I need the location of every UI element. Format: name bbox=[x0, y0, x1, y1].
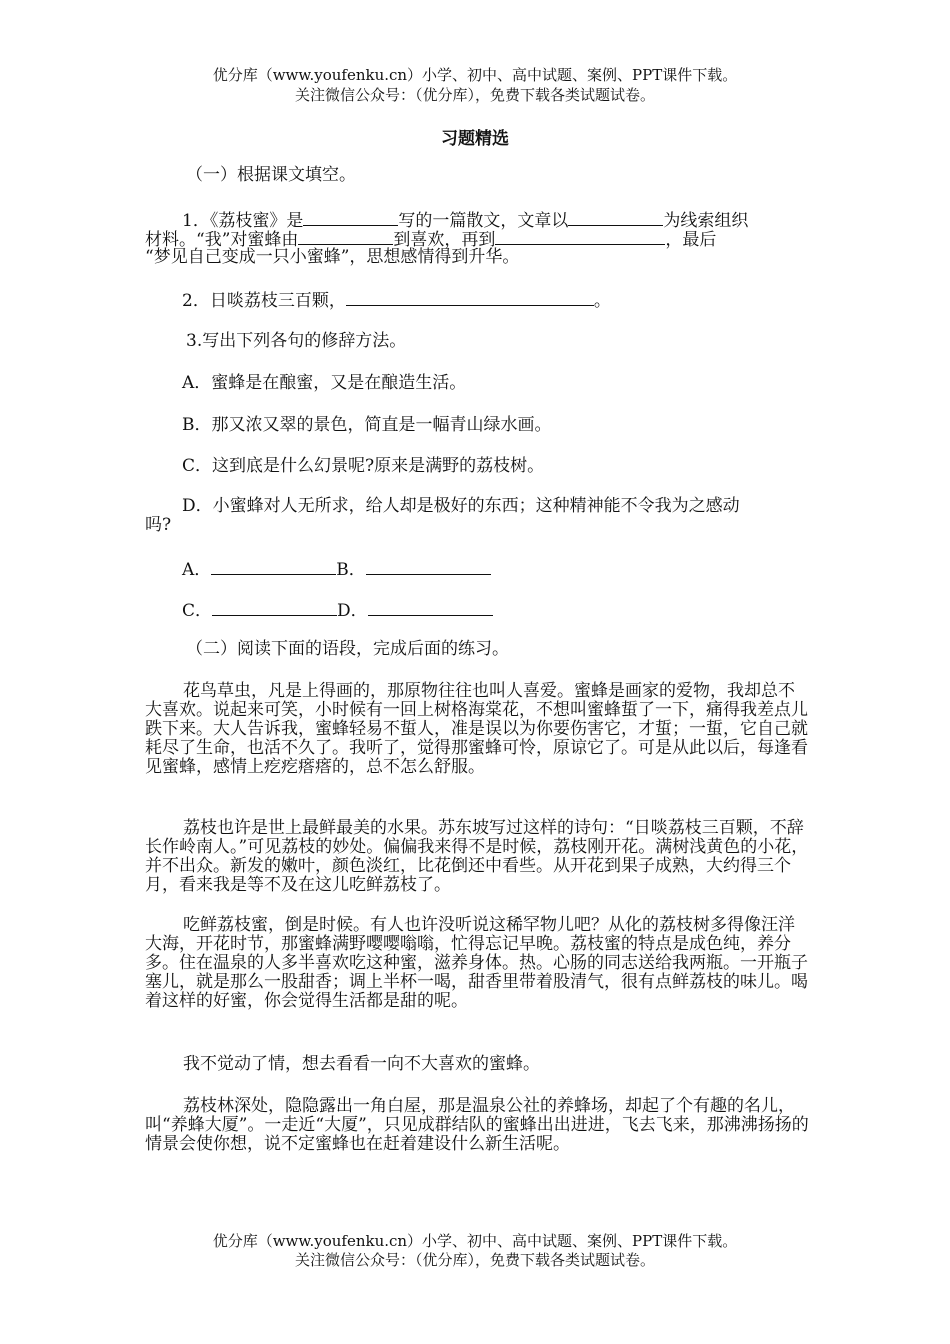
q2-blank[interactable] bbox=[346, 290, 594, 306]
answer-c-label: C． bbox=[182, 601, 213, 621]
q1-text-5: 到喜欢，再到 bbox=[393, 230, 496, 250]
q1-line-3: “梦见自己变成一只小蜜蜂”，思想感情得到升华。 bbox=[145, 247, 520, 267]
q3-item-d-line-2: 吗? bbox=[145, 515, 172, 535]
q3-prompt: 3.写出下列各句的修辞方法。 bbox=[186, 331, 407, 351]
page-title: 习题精选 bbox=[441, 129, 509, 149]
q2-line bbox=[182, 290, 847, 311]
q2-text-2: 。 bbox=[593, 291, 611, 311]
q1-text-4: 材料。“我”对蜜蜂由 bbox=[145, 230, 299, 250]
footer-line-2: 关注微信公众号：（优分库），免费下载各类试题试卷。 bbox=[294, 1251, 655, 1269]
header-line-2: 关注微信公众号：（优分库），免费下载各类试题试卷。 bbox=[294, 86, 655, 104]
passage-paragraph-4: 我不觉动了情，想去看看一向不大喜欢的蜜蜂。 bbox=[183, 1054, 540, 1074]
passage-paragraph-5: 荔枝林深处，隐隐露出一角白屋，那是温泉公社的养蜂场，却起了个有趣的名儿，叫“养蜂大厦”。一走近“大厦”，只见成群结队的蜜蜂出出进进，飞去飞来，那沸沸扬扬的情景会使你想，说不定蜜蜂也在赶着建设什么新生活呢。 bbox=[145, 1096, 809, 1154]
answer-d-blank[interactable] bbox=[368, 600, 493, 616]
answer-b-blank[interactable] bbox=[366, 559, 491, 575]
q3-item-a: A．蜜蜂是在酿蜜，又是在酿造生活。 bbox=[182, 373, 467, 393]
q3-item-b: B．那又浓又翠的景色，简直是一幅青山绿水画。 bbox=[182, 415, 552, 435]
q1-text-2: 写的一篇散文，文章以 bbox=[398, 211, 569, 231]
answer-a-label: A． bbox=[182, 560, 212, 580]
q1-blank-change[interactable] bbox=[495, 229, 665, 245]
q1-blank-feeling[interactable] bbox=[298, 229, 393, 245]
q1-text-3: 为线索组织 bbox=[663, 211, 749, 231]
answer-b-label: B． bbox=[336, 560, 366, 580]
passage-paragraph-1: 花鸟草虫，凡是上得画的，那原物往往也叫人喜爱。蜜蜂是画家的爱物，我却总不大喜欢。说起来可笑，小时候有一回上树格海棠花，不想叫蜜蜂蜇了一下，痛得我差点儿跌下来。大人告诉我，蜜蜂轻易不蜇人，准是误以为你要伤害它，才蜇；一蜇，它自己就耗尽了生命，也活不久了。我听了，觉得那蜜蜂可怜，原谅它了。可是从此以后，每逢看见蜜蜂，感情上疙疙瘩瘩的，总不怎么舒服。 bbox=[145, 681, 808, 777]
q3-answer-row-2 bbox=[182, 600, 847, 621]
passage-paragraph-3: 吃鲜荔枝蜜，倒是时候。有人也许没听说这稀罕物儿吧？从化的荔枝树多得像汪洋大海，开花时节，那蜜蜂满野嘤嘤嗡嗡，忙得忘记早晚。荔枝蜜的特点是成色纯，养分多。住在温泉的人多半喜欢吃这种蜜，滋养身体。热。心肠的同志送给我两瓶。一开瓶子塞儿，就是那么一股甜香；调上半杯一喝，甜香里带着股清气，很有点鲜荔枝的味儿。喝着这样的好蜜，你会觉得生活都是甜的呢。 bbox=[145, 915, 808, 1011]
answer-a-blank[interactable] bbox=[211, 559, 336, 575]
q1-blank-author[interactable] bbox=[303, 210, 398, 226]
passage-paragraph-2: 荔枝也许是世上最鲜最美的水果。苏东坡写过这样的诗句：“日啖荔枝三百颗，不辞长作岭南人。”可见荔枝的妙处。偏偏我来得不是时候，荔枝刚开花。满树浅黄色的小花，并不出众。新发的嫩叶，颜色淡红，比花倒还中看些。从开花到果子成熟，大约得三个月，看来我是等不及在这儿吃鲜荔枝了。 bbox=[145, 818, 809, 895]
q1-blank-clue[interactable] bbox=[568, 210, 663, 226]
q1-text-6: ，最后 bbox=[665, 230, 717, 250]
header-line-1: 优分库（www.youfenku.cn）小学、初中、高中试题、案例、PPT课件下载。 bbox=[212, 66, 738, 84]
footer-line-1: 优分库（www.youfenku.cn）小学、初中、高中试题、案例、PPT课件下载。 bbox=[212, 1232, 738, 1250]
q3-answer-row-1 bbox=[182, 559, 847, 580]
q1-text-1: 1．《荔枝蜜》是 bbox=[182, 211, 304, 231]
answer-d-label: D． bbox=[337, 601, 368, 621]
section2-heading: （二）阅读下面的语段，完成后面的练习。 bbox=[186, 639, 509, 659]
q3-item-c: C．这到底是什么幻景呢?原来是满野的荔枝树。 bbox=[182, 456, 545, 476]
q1-line-1 bbox=[182, 210, 847, 231]
answer-c-blank[interactable] bbox=[212, 600, 337, 616]
q3-item-d-line-1: D．小蜜蜂对人无所求，给人却是极好的东西；这种精神能不令我为之感动 bbox=[182, 496, 740, 516]
section1-heading: （一）根据课文填空。 bbox=[186, 165, 356, 185]
q2-text-1: 2．日啖荔枝三百颗， bbox=[182, 291, 346, 311]
